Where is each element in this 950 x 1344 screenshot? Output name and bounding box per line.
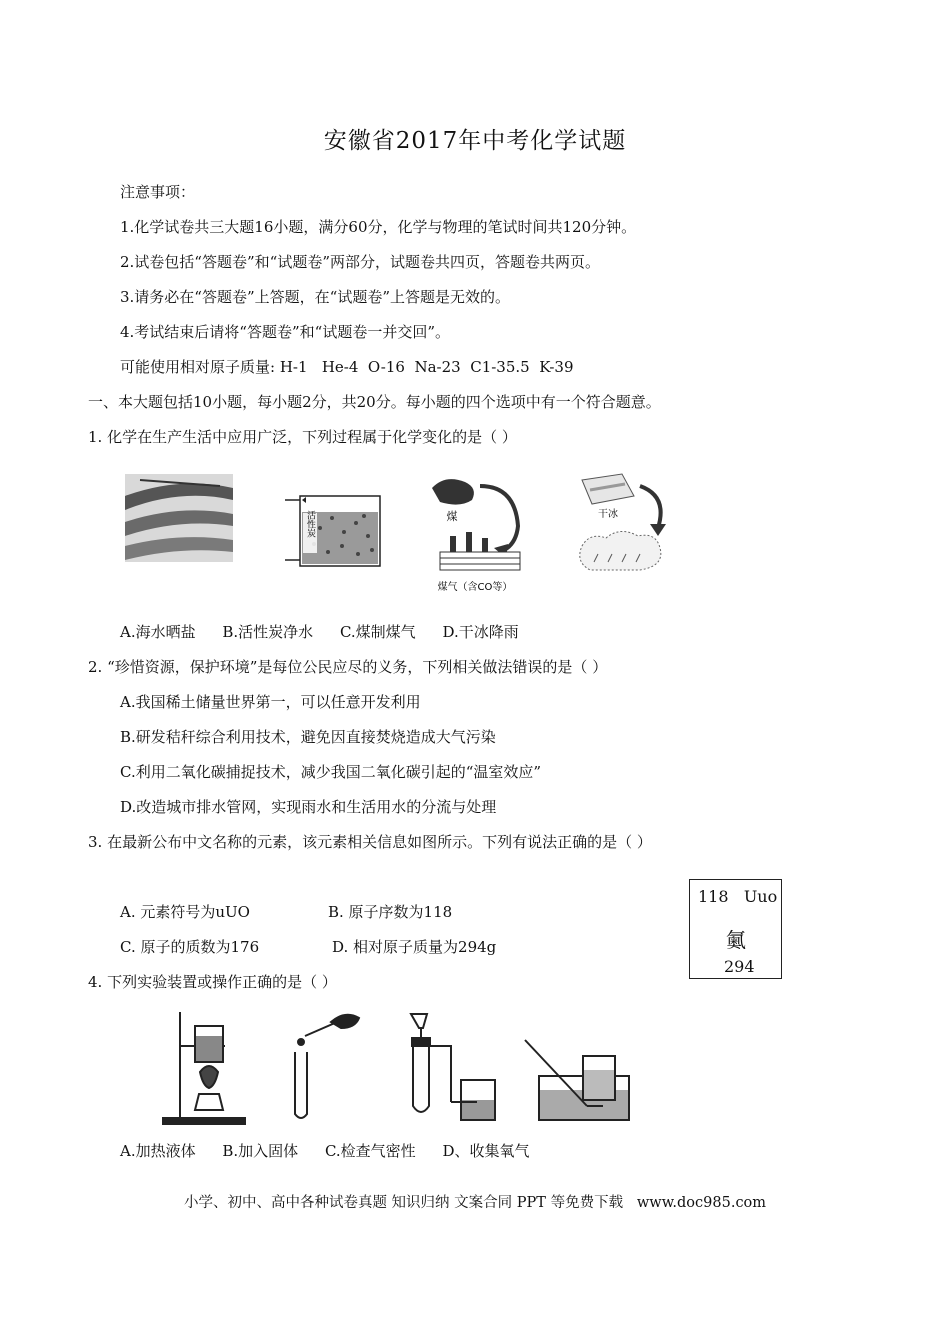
element-name: 鿫: [726, 928, 746, 952]
notice-item: 1.化学试卷共三大题16小题，满分60分，化学与物理的笔试时间共120分钟。: [120, 218, 637, 236]
element-header: [698, 887, 777, 906]
gas-label: 煤气（含CO等）: [437, 582, 513, 593]
page-footer: 小学、初中、高中各种试卷真题 知识归纳 文案合同 PPT 等免费下载 www.doc985.com: [183, 1195, 767, 1211]
option-a: A.加热液体: [120, 1142, 196, 1160]
dry-ice-image: [580, 474, 666, 570]
question-1-figures: [120, 466, 680, 596]
carbon-filter-image: [285, 496, 380, 566]
question-1-options: [120, 622, 541, 642]
heating-apparatus-image: [163, 1012, 245, 1124]
option-c: C. 原子的质数为176: [120, 938, 260, 956]
option-d: D. 相对原子质量为294g: [332, 938, 497, 956]
atomic-mass: 294: [724, 957, 755, 976]
option-d: D、收集氧气: [442, 1142, 530, 1160]
notice-item: 4.考试结束后请将“答题卷”和“试题卷一并交回”。: [120, 323, 450, 341]
option-b: B. 原子序数为118: [328, 903, 453, 921]
question-2-stem: 2. “珍惜资源，保护环境”是每位公民应尽的义务，下列相关做法错误的是（ ）: [88, 658, 608, 676]
page-title: 安徽省2017年中考化学试题: [323, 128, 627, 154]
option-a: A.海水晒盐: [120, 623, 196, 641]
question-3-stem: 3. 在最新公布中文名称的元素，该元素相关信息如图所示。下列有说法正确的是（ ）: [88, 833, 652, 851]
atomic-masses: 可能使用相对原子质量: H-1 He-4 O-16 Na-23 C1-35.5 K-39: [120, 358, 574, 376]
option-d: D.干冰降雨: [442, 623, 519, 641]
option-c: C.利用二氧化碳捕捉技术，减少我国二氧化碳引起的“温室效应”: [120, 763, 542, 781]
question-4-stem: 4. 下列实验装置或操作正确的是（ ）: [88, 973, 337, 991]
salt-pan-image: [125, 474, 233, 562]
notice-item: 3.请务必在“答题卷”上答题，在“试题卷”上答题是无效的。: [120, 288, 510, 306]
coal-label: 煤: [446, 510, 458, 523]
airtightness-apparatus-image: [411, 1014, 495, 1120]
option-c: C.检查气密性: [324, 1142, 416, 1160]
option-d: D.改造城市排水管网，实现雨水和生活用水的分流与处理: [120, 798, 497, 816]
question-4-figures: [155, 1002, 635, 1128]
option-a: A.我国稀土储量世界第一，可以任意开发利用: [120, 693, 421, 711]
option-a: A. 元素符号为uUO: [120, 903, 250, 921]
gas-collection-image: [525, 1040, 629, 1120]
section-heading: 一、本大题包括10小题，每小题2分，共20分。每小题的四个选项中有一个符合题意。: [88, 393, 661, 411]
element-symbol: Uuo: [743, 887, 778, 906]
option-b: B.研发秸秆综合利用技术，避免因直接焚烧造成大气污染: [120, 728, 496, 746]
option-c: C.煤制煤气: [339, 623, 416, 641]
dry-ice-label: 干冰: [598, 509, 618, 520]
question-1-stem: 1. 化学在生产生活中应用广泛，下列过程属于化学变化的是（ ）: [88, 428, 517, 446]
option-b: B.活性炭净水: [222, 623, 314, 641]
carbon-label: 活性炭: [305, 510, 315, 538]
option-b: B.加入固体: [222, 1142, 299, 1160]
notice-heading: 注意事项：: [120, 183, 196, 201]
element-card: [689, 879, 782, 979]
atomic-number: 118: [698, 887, 729, 906]
question-4-options: [120, 1141, 552, 1161]
coal-gas-image: [432, 479, 520, 593]
test-tube-image: [295, 1015, 359, 1118]
notice-item: 2.试卷包括“答题卷”和“试题卷”两部分，试题卷共四页，答题卷共两页。: [120, 253, 600, 271]
